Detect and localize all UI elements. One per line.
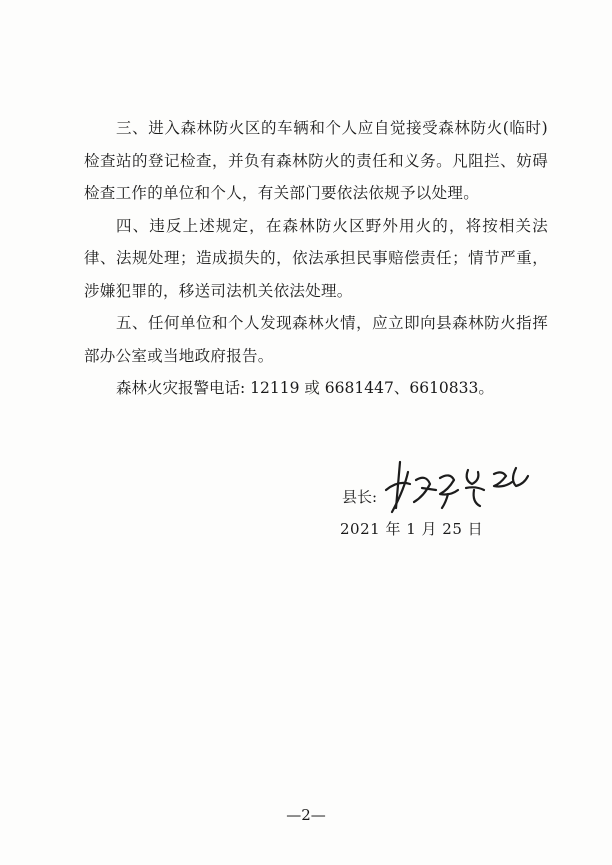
signature-label: 县长: [342, 488, 378, 506]
fire-hotline: 森林火灾报警电话: 12119 或 6681447、6610833。 [116, 379, 494, 397]
paragraph-4: 四、违反上述规定，在森林防火区野外用火的，将按相关法律、法规处理；造成损失的，依法承担民事赔偿责任；情节严重，涉嫌犯罪的，移送司法机关依法处理。 [84, 216, 548, 300]
paragraph-3: 三、进入森林防火区的车辆和个人应自觉接受森林防火(临时)检查站的登记检查，并负有森林防火的责任和义务。凡阻拦、妨碍检查工作的单位和个人，有关部门要依法依规予以处理。 [84, 119, 548, 202]
handwritten-signature [378, 450, 538, 520]
body-text [84, 112, 548, 405]
signature-block [330, 470, 550, 550]
signature-date: 2021 年 1 月 25 日 [340, 520, 484, 538]
paragraph-5: 五、任何单位和个人发现森林火情，应立即向县森林防火指挥部办公室或当地政府报告。 [84, 314, 548, 365]
page-number: —2— [286, 806, 326, 824]
